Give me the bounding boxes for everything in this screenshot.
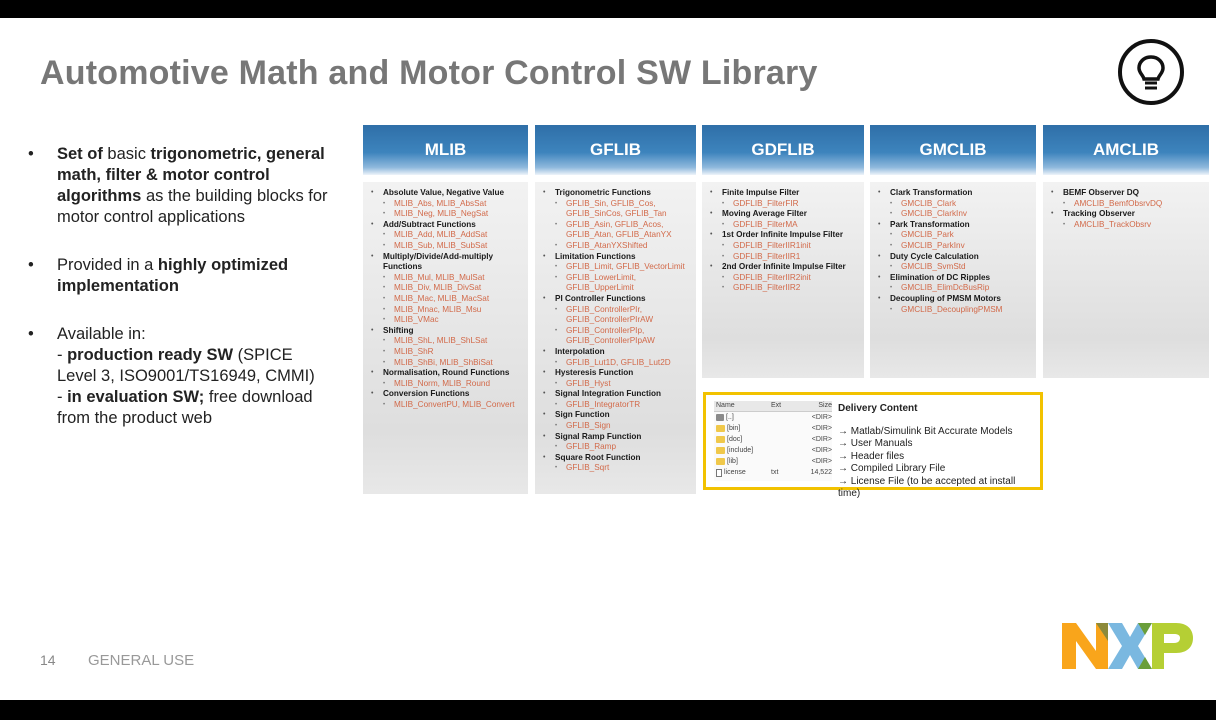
delivery-item: → User Manuals (838, 438, 913, 450)
function-category: • Add/Subtract Functions (371, 220, 522, 231)
function-name: • GFLIB_Sqrt (543, 463, 690, 474)
bullet-dot: • (28, 256, 34, 274)
function-category: • Signal Integration Function (543, 389, 690, 400)
function-name: GFLIB_SinCos, GFLIB_Tan (566, 209, 667, 219)
function-name: • GFLIB_ControllerPIr, (543, 305, 690, 316)
function-name: • MLIB_ShL, MLIB_ShLSat (371, 336, 522, 347)
column-size: Size (818, 402, 832, 409)
delivery-item: → License File (to be accepted at install time) (838, 475, 1016, 500)
classification-label: GENERAL USE (88, 652, 195, 669)
function-name: • GMCLIB_SvmStd (878, 262, 1030, 273)
slide-title: Automotive Math and Motor Control SW Library (40, 54, 818, 92)
function-name: • GFLIB_Sin, GFLIB_Cos, (543, 199, 690, 210)
function-name: • MLIB_VMac (371, 315, 522, 326)
function-name: • GDFLIB_FilterIIR2 (710, 283, 858, 294)
delivery-item: → Header files (838, 450, 905, 462)
function-name: • GDFLIB_FilterFIR (710, 199, 858, 210)
function-category: • 1st Order Infinite Impulse Filter (710, 230, 858, 241)
delivery-list (838, 403, 1040, 500)
function-name: • GFLIB_Asin, GFLIB_Acos, (543, 220, 690, 231)
function-name: GFLIB_Atan, GFLIB_AtanYX (566, 230, 672, 240)
file-row: [lib] <DIR> (714, 456, 832, 467)
function-category: • Decoupling of PMSM Motors (878, 294, 1030, 305)
library-column-mlib (363, 125, 528, 494)
function-category: • 2nd Order Infinite Impulse Filter (710, 262, 858, 273)
library-column-gdflib (702, 125, 864, 378)
function-name: • MLIB_Mac, MLIB_MacSat (371, 294, 522, 305)
library-column-gmclib (870, 125, 1036, 378)
delivery-item: → Compiled Library File (838, 463, 946, 475)
function-name: • GMCLIB_ClarkInv (878, 209, 1030, 220)
function-name: • MLIB_Add, MLIB_AddSat (371, 230, 522, 241)
function-name: • GFLIB_IntegratorTR (543, 400, 690, 411)
function-category: • Elimination of DC Ripples (878, 273, 1030, 284)
function-name: GFLIB_ControllerPIpAW (566, 336, 655, 346)
function-category: • Sign Function (543, 410, 690, 421)
function-name: • MLIB_Neg, MLIB_NegSat (371, 209, 522, 220)
function-name: • GFLIB_LowerLimit, (543, 273, 690, 284)
function-category: • Limitation Functions (543, 252, 690, 263)
function-name: • GMCLIB_Clark (878, 199, 1030, 210)
bullet-item: • Set of basic trigonometric, general math, filter & motor control algorithms as the building blocks for motor control applications (28, 145, 328, 226)
file-list-header (714, 401, 832, 412)
file-row: license txt 14,522 (714, 467, 832, 478)
function-name: • MLIB_Abs, MLIB_AbsSat (371, 199, 522, 210)
library-header: AMCLIB (1043, 125, 1209, 175)
function-name: • MLIB_Mul, MLIB_MulSat (371, 273, 522, 284)
function-category: • Park Transformation (878, 220, 1030, 231)
library-header: MLIB (363, 125, 528, 175)
bullet-dot: • (28, 145, 34, 163)
function-name: • GFLIB_Lut1D, GFLIB_Lut2D (543, 358, 690, 369)
function-name: • MLIB_Norm, MLIB_Round (371, 379, 522, 390)
function-category: • Tracking Observer (1051, 209, 1203, 220)
function-category: • Shifting (371, 326, 522, 337)
file-row: [bin] <DIR> (714, 423, 832, 434)
function-category: • Square Root Function (543, 453, 690, 464)
library-function-list (870, 182, 1036, 378)
function-category: • Signal Ramp Function (543, 432, 690, 443)
page-number: 14 (40, 652, 56, 668)
file-row: [include] <DIR> (714, 445, 832, 456)
bullet-list (28, 144, 328, 456)
text-file-icon (716, 469, 722, 477)
function-category: • Duty Cycle Calculation (878, 252, 1030, 263)
function-name: • GMCLIB_ParkInv (878, 241, 1030, 252)
function-name: • GFLIB_AtanYXShifted (543, 241, 690, 252)
function-name: GFLIB_UpperLimit (566, 283, 634, 293)
function-name: • GDFLIB_FilterIIR2init (710, 273, 858, 284)
function-name: • MLIB_Mnac, MLIB_Msu (371, 305, 522, 316)
function-name: • MLIB_Sub, MLIB_SubSat (371, 241, 522, 252)
library-header: GFLIB (535, 125, 696, 175)
function-name: • GMCLIB_DecouplingPMSM (878, 305, 1030, 316)
column-name: Name (716, 402, 735, 409)
bullet-dot: • (28, 325, 34, 343)
function-name: • MLIB_Div, MLIB_DivSat (371, 283, 522, 294)
function-category: • Trigonometric Functions (543, 188, 690, 199)
column-ext: Ext (771, 402, 782, 409)
library-function-list (535, 182, 696, 494)
folder-icon (716, 458, 725, 465)
library-function-list (702, 182, 864, 378)
function-name: GFLIB_ControllerPIrAW (566, 315, 654, 325)
function-name: • GFLIB_Limit, GFLIB_VectorLimit (543, 262, 690, 273)
function-category: • Normalisation, Round Functions (371, 368, 522, 379)
folder-icon (716, 425, 725, 432)
function-name: • GFLIB_Ramp (543, 442, 690, 453)
delivery-title: Delivery Content (838, 403, 918, 414)
function-name: • GMCLIB_ElimDcBusRip (878, 283, 1030, 294)
function-name: • MLIB_ShR (371, 347, 522, 358)
function-category: • Moving Average Filter (710, 209, 858, 220)
library-function-list (363, 182, 528, 494)
library-header: GDFLIB (702, 125, 864, 175)
file-row: [..] <DIR> (714, 412, 832, 423)
file-manager-listing (714, 401, 832, 481)
bullet-item: • Available in: - production ready SW (SPICE Level 3, ISO9001/TS16949, CMMI) - in evaluation SW; free download from the product web (28, 325, 315, 427)
folder-icon (716, 447, 725, 454)
function-category: • PI Controller Functions (543, 294, 690, 305)
delivery-item: → Matlab/Simulink Bit Accurate Models (838, 426, 1013, 437)
function-category: • BEMF Observer DQ (1051, 188, 1203, 199)
function-category: • Conversion Functions (371, 389, 522, 400)
function-name: • GFLIB_ControllerPIp, (543, 326, 690, 337)
function-name: • GFLIB_Sign (543, 421, 690, 432)
folder-icon (716, 436, 725, 443)
function-name: • GFLIB_Hyst (543, 379, 690, 390)
bullet-item: • Provided in a highly optimized implementation (28, 256, 289, 295)
function-category: • Multiply/Divide/Add-multiply Functions (371, 252, 522, 273)
lightbulb-icon (1118, 39, 1184, 105)
function-name: • AMCLIB_TrackObsrv (1051, 220, 1203, 231)
function-name: • MLIB_ShBi, MLIB_ShBiSat (371, 358, 522, 369)
delivery-content-box (703, 392, 1043, 500)
function-category: • Absolute Value, Negative Value (371, 188, 522, 199)
function-name: • MLIB_ConvertPU, MLIB_Convert (371, 400, 522, 411)
function-name: • AMCLIB_BemfObsrvDQ (1051, 199, 1203, 210)
library-function-list (1043, 182, 1209, 378)
library-column-gflib (535, 125, 696, 494)
file-row: [doc] <DIR> (714, 434, 832, 445)
function-name: • GDFLIB_FilterIIR1init (710, 241, 858, 252)
library-column-amclib (1043, 125, 1209, 378)
function-category: • Hysteresis Function (543, 368, 690, 379)
function-name: • GDFLIB_FilterMA (710, 220, 858, 231)
function-name: • GMCLIB_Park (878, 230, 1030, 241)
function-name: • GDFLIB_FilterIIR1 (710, 252, 858, 263)
function-category: • Interpolation (543, 347, 690, 358)
library-header: GMCLIB (870, 125, 1036, 175)
nxp-logo (1062, 621, 1194, 676)
function-category: • Finite Impulse Filter (710, 188, 858, 199)
parent-dir-icon (716, 414, 724, 421)
function-category: • Clark Transformation (878, 188, 1030, 199)
slide (0, 18, 1216, 700)
